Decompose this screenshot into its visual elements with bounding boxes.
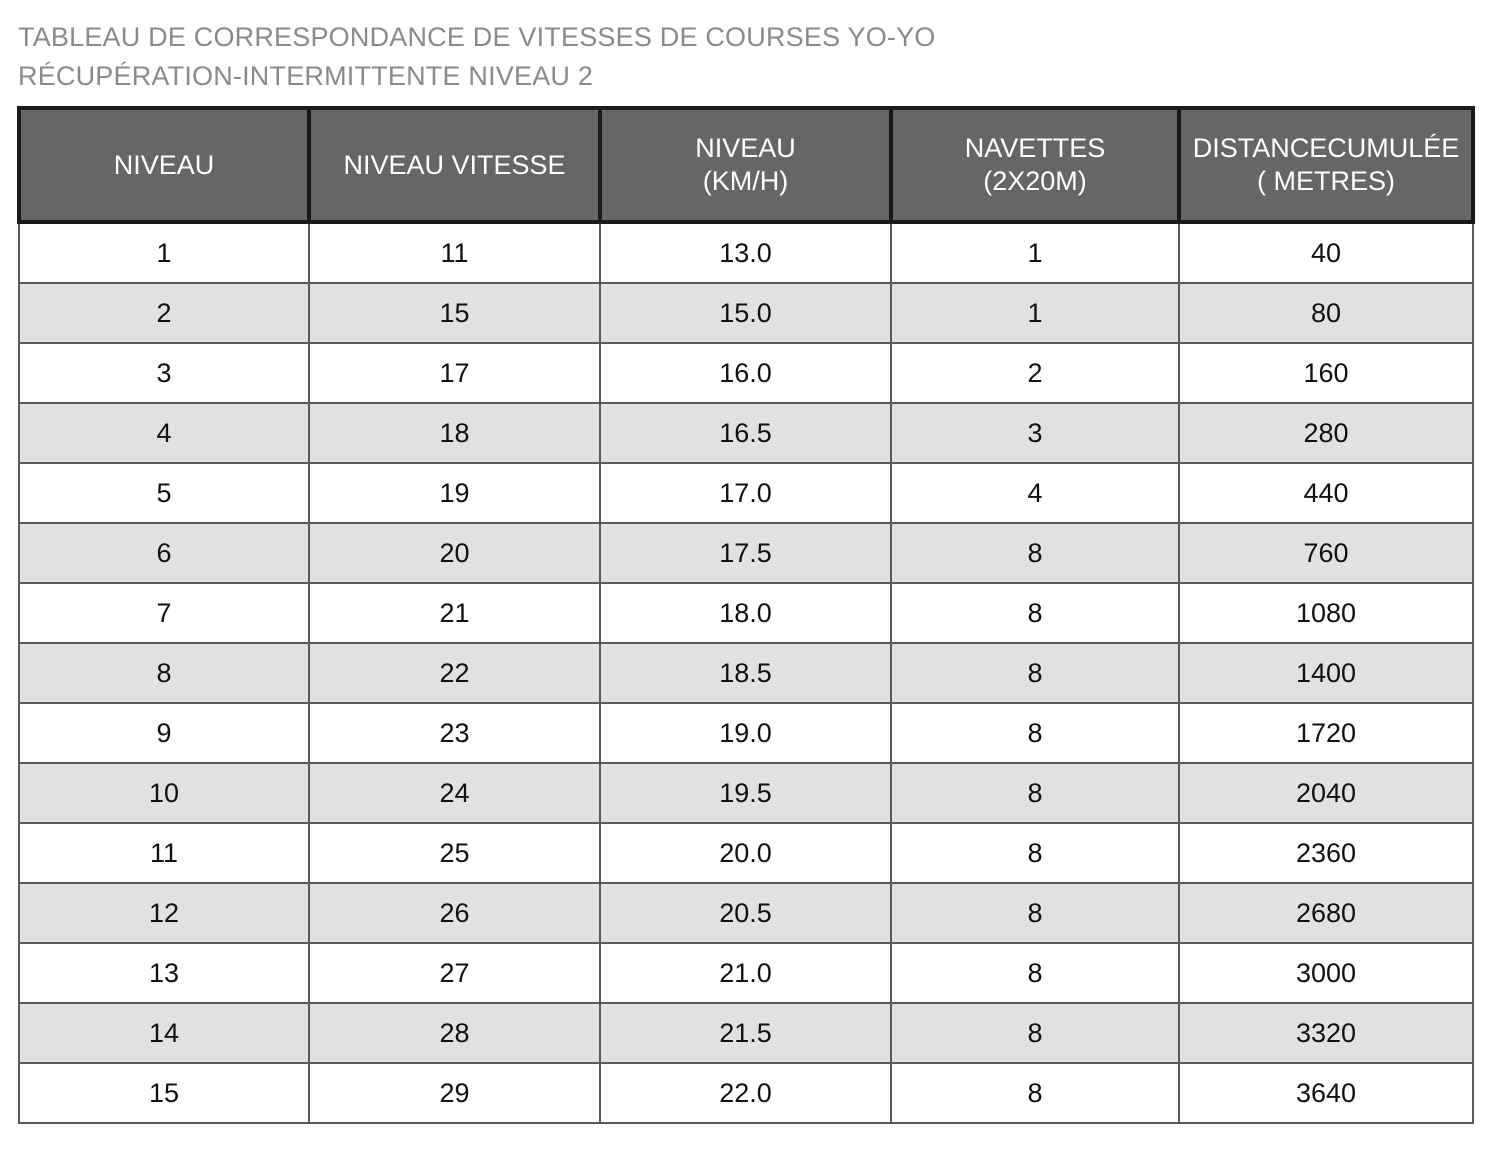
header-niveau-kmh: NIVEAU (KM/H) (600, 108, 891, 222)
cell-distance-cumulee: 80 (1179, 283, 1473, 343)
cell-navettes: 8 (891, 1063, 1179, 1123)
cell-navettes: 8 (891, 583, 1179, 643)
cell-navettes: 2 (891, 343, 1179, 403)
cell-niveau-vitesse: 24 (309, 763, 600, 823)
cell-niveau-vitesse: 22 (309, 643, 600, 703)
cell-niveau: 15 (19, 1063, 309, 1123)
table-row (19, 883, 1473, 943)
cell-navettes: 8 (891, 883, 1179, 943)
page-title (18, 18, 936, 96)
cell-niveau: 13 (19, 943, 309, 1003)
cell-navettes: 3 (891, 403, 1179, 463)
cell-navettes: 8 (891, 943, 1179, 1003)
cell-distance-cumulee: 1400 (1179, 643, 1473, 703)
table-row (19, 222, 1473, 283)
cell-distance-cumulee: 3640 (1179, 1063, 1473, 1123)
cell-distance-cumulee: 2360 (1179, 823, 1473, 883)
header-niveau: NIVEAU (19, 108, 309, 222)
cell-navettes: 8 (891, 643, 1179, 703)
table-row (19, 943, 1473, 1003)
cell-navettes: 8 (891, 763, 1179, 823)
cell-vitesse-kmh: 16.5 (600, 403, 891, 463)
cell-distance-cumulee: 3000 (1179, 943, 1473, 1003)
cell-niveau-vitesse: 15 (309, 283, 600, 343)
cell-niveau-vitesse: 17 (309, 343, 600, 403)
cell-niveau-vitesse: 19 (309, 463, 600, 523)
cell-vitesse-kmh: 15.0 (600, 283, 891, 343)
cell-niveau-vitesse: 23 (309, 703, 600, 763)
cell-vitesse-kmh: 19.5 (600, 763, 891, 823)
table-row (19, 463, 1473, 523)
cell-niveau-vitesse: 26 (309, 883, 600, 943)
cell-vitesse-kmh: 20.0 (600, 823, 891, 883)
cell-niveau: 14 (19, 1003, 309, 1063)
cell-navettes: 8 (891, 1003, 1179, 1063)
title-line-1: TABLEAU DE CORRESPONDANCE DE VITESSES DE COURSES YO-YO (18, 22, 936, 52)
table-body (19, 222, 1473, 1123)
cell-navettes: 8 (891, 703, 1179, 763)
cell-vitesse-kmh: 17.0 (600, 463, 891, 523)
cell-niveau: 10 (19, 763, 309, 823)
table-row (19, 703, 1473, 763)
cell-niveau: 1 (19, 222, 309, 283)
table-row (19, 643, 1473, 703)
table-row (19, 1003, 1473, 1063)
cell-vitesse-kmh: 18.5 (600, 643, 891, 703)
cell-distance-cumulee: 280 (1179, 403, 1473, 463)
cell-vitesse-kmh: 18.0 (600, 583, 891, 643)
table-row (19, 523, 1473, 583)
cell-distance-cumulee: 40 (1179, 222, 1473, 283)
cell-niveau: 3 (19, 343, 309, 403)
cell-distance-cumulee: 3320 (1179, 1003, 1473, 1063)
table-row (19, 763, 1473, 823)
cell-navettes: 1 (891, 222, 1179, 283)
title-line-2: RÉCUPÉRATION-INTERMITTENTE NIVEAU 2 (18, 61, 594, 91)
cell-distance-cumulee: 760 (1179, 523, 1473, 583)
cell-vitesse-kmh: 13.0 (600, 222, 891, 283)
cell-navettes: 8 (891, 523, 1179, 583)
cell-vitesse-kmh: 21.5 (600, 1003, 891, 1063)
cell-niveau: 9 (19, 703, 309, 763)
table-header-row (19, 108, 1473, 222)
table-row (19, 823, 1473, 883)
cell-niveau: 12 (19, 883, 309, 943)
cell-distance-cumulee: 440 (1179, 463, 1473, 523)
header-navettes: NAVETTES (2X20M) (891, 108, 1179, 222)
header-distance-cumulee: DISTANCECUMULÉE ( METRES) (1179, 108, 1473, 222)
cell-niveau-vitesse: 28 (309, 1003, 600, 1063)
cell-vitesse-kmh: 17.5 (600, 523, 891, 583)
cell-vitesse-kmh: 22.0 (600, 1063, 891, 1123)
cell-niveau-vitesse: 20 (309, 523, 600, 583)
cell-vitesse-kmh: 19.0 (600, 703, 891, 763)
table-row (19, 343, 1473, 403)
cell-niveau: 2 (19, 283, 309, 343)
table-row (19, 283, 1473, 343)
cell-niveau: 4 (19, 403, 309, 463)
cell-niveau-vitesse: 27 (309, 943, 600, 1003)
cell-niveau: 6 (19, 523, 309, 583)
cell-niveau-vitesse: 29 (309, 1063, 600, 1123)
cell-distance-cumulee: 2680 (1179, 883, 1473, 943)
cell-niveau-vitesse: 21 (309, 583, 600, 643)
table-row (19, 1063, 1473, 1123)
header-niveau-vitesse: NIVEAU VITESSE (309, 108, 600, 222)
cell-distance-cumulee: 1080 (1179, 583, 1473, 643)
table-row (19, 583, 1473, 643)
cell-vitesse-kmh: 16.0 (600, 343, 891, 403)
cell-niveau: 8 (19, 643, 309, 703)
cell-navettes: 1 (891, 283, 1179, 343)
cell-vitesse-kmh: 20.5 (600, 883, 891, 943)
cell-vitesse-kmh: 21.0 (600, 943, 891, 1003)
cell-niveau: 11 (19, 823, 309, 883)
speed-table (17, 106, 1475, 1124)
cell-navettes: 8 (891, 823, 1179, 883)
cell-niveau-vitesse: 18 (309, 403, 600, 463)
cell-navettes: 4 (891, 463, 1179, 523)
cell-niveau: 7 (19, 583, 309, 643)
cell-niveau: 5 (19, 463, 309, 523)
cell-niveau-vitesse: 11 (309, 222, 600, 283)
cell-niveau-vitesse: 25 (309, 823, 600, 883)
cell-distance-cumulee: 1720 (1179, 703, 1473, 763)
table-row (19, 403, 1473, 463)
cell-distance-cumulee: 2040 (1179, 763, 1473, 823)
cell-distance-cumulee: 160 (1179, 343, 1473, 403)
